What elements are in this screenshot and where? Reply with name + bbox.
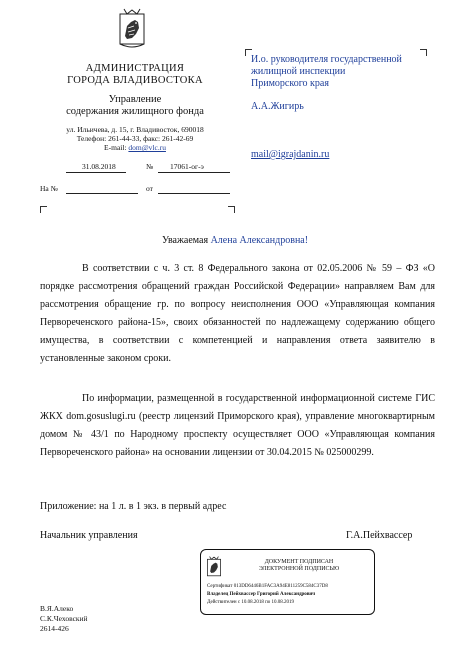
greeting	[162, 235, 308, 247]
corner-mark-right	[228, 206, 235, 213]
greeting-prefix: Уважаемая	[162, 235, 209, 246]
reg-number-label: №	[146, 162, 154, 171]
sender-address: ул. Ильичева, д. 15, г. Владивосток, 690018	[66, 125, 204, 134]
recipient-email-row	[251, 149, 441, 161]
recipient-line1: И.о. руководителя государственной	[251, 54, 402, 65]
sender-phone: Телефон: 261-44-33, факс: 261-42-69	[76, 134, 194, 143]
corner-mark-left	[40, 206, 47, 213]
stamp-title-1: ДОКУМЕНТ ПОДПИСАН	[264, 559, 334, 565]
signer-name: Г.А.Пейхвассер	[346, 530, 413, 541]
ref-underline	[66, 193, 138, 194]
executor-2: С.К.Чеховский	[40, 614, 88, 623]
recipient-line3: Приморского края	[251, 78, 329, 89]
body-paragraph-1: В соответствии с ч. 3 ст. 8 Федерального закона от 02.05.2006 № 59 – ФЗ «О порядке рассмотрения обращений граждан Российской Федерации» направляем Вам для рассмотрения обращение гр. по вопросу неисполнения ООО «Управляющая компания Первореченского района-15», своих обязанностей по надлежащему содержанию общего имущества, в соответствии с компетенцией и направления ответа заявителю в установленные законом сроки.	[40, 263, 435, 364]
sender-email-link[interactable]: dom@vlc.ru	[128, 143, 166, 152]
sender-org-line2: ГОРОДА ВЛАДИВОСТОКА	[67, 75, 203, 86]
reg-number: 17061-ог-э	[170, 162, 204, 171]
sender-email-label: E-mail:	[104, 143, 127, 152]
greeting-name: Алена Александровна!	[210, 235, 309, 246]
stamp-coat-of-arms-icon	[206, 556, 222, 578]
reg-date-underline	[66, 172, 126, 173]
stamp-title-2: ЭЛЕКТРОННОЙ ПОДПИСЬЮ	[258, 566, 340, 572]
recipient-email-link[interactable]: mail@igrajdanin.ru	[251, 149, 330, 160]
sender-dept-line1: Управление	[108, 94, 162, 105]
coat-of-arms-icon	[118, 8, 146, 48]
executor-1: В.Я.Алеко	[40, 604, 74, 613]
stamp-validity: Действителен с 10.08.2018 по 10.08.2019	[207, 600, 294, 605]
stamp-certificate: Сертификат 013DD6446B1FAC3A94E811259C584C37D8	[207, 584, 328, 589]
sender-dept-line2: содержания жилищного фонда	[66, 106, 204, 117]
reg-date: 31.08.2018	[82, 162, 116, 171]
reg-number-underline	[158, 172, 230, 173]
stamp-owner: Владелец Пейхвассер Григорий Александрович	[207, 592, 316, 597]
signer-position: Начальник управления	[40, 530, 138, 541]
recipient-name: А.А.Жигирь	[251, 101, 304, 112]
ref-from-label: от	[146, 184, 153, 193]
body-paragraph-2: По информации, размещенной в государственной информационной системе ГИС ЖКХ dom.gosuslugi.ru (реестр лицензий Приморского края), управление многоквартирным домом № 43/1 по Народному проспекту осуществляет ООО «Управляющая компания Первореченского района» на основании лицензии от 30.04.2015 № 025000299.	[40, 393, 435, 458]
ref-from-underline	[158, 193, 230, 194]
recipient-line2: жилищной инспекции	[251, 66, 346, 77]
sender-org-line1: АДМИНИСТРАЦИЯ	[85, 63, 185, 74]
ref-label: На №	[40, 184, 58, 193]
sender-email-row	[40, 143, 230, 153]
executor-phone: 2614-426	[40, 624, 69, 633]
electronic-signature-stamp	[200, 549, 375, 615]
attachment-note: Приложение: на 1 л. в 1 экз. в первый адрес	[40, 501, 227, 512]
